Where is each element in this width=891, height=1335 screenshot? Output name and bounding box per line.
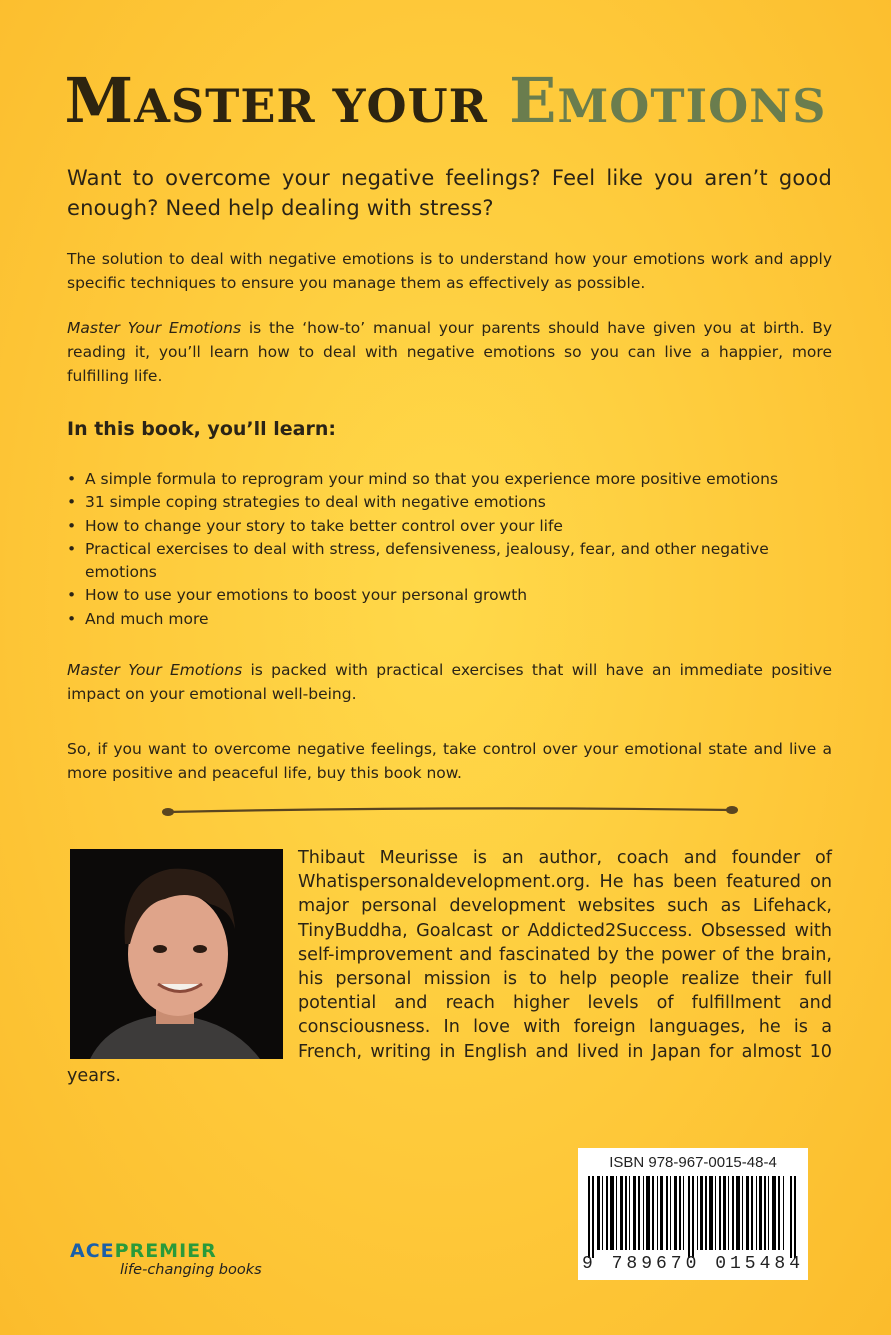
title-part-master-your: MASTER YOUR [64, 64, 488, 137]
isbn-barcode [578, 1148, 808, 1280]
call-to-action-paragraph: So, if you want to overcome negative feelings, take control over your emotional state and live a more positive and peaceful life, buy this book now. [67, 740, 832, 782]
intro-paragraph: The solution to deal with negative emotions is to understand how your emotions work and apply specific techniques to ensure you manage them as effectively as possible. [67, 250, 832, 292]
publisher-tagline: life-changing books [120, 1262, 262, 1278]
learn-heading: In this book, you’ll learn: [67, 418, 336, 440]
learn-list-item: • Practical exercises to deal with stress, defensiveness, jealousy, fear, and other negative emotions [67, 538, 832, 585]
publisher-logo [70, 1240, 310, 1284]
isbn-label: ISBN 978-967-0015-48-4 [609, 1154, 777, 1171]
book-title-italic: Master Your Emotions [67, 319, 242, 337]
learn-list-item: • And much more [67, 608, 832, 631]
learn-list-item: • 31 simple coping strategies to deal with negative emotions [67, 491, 832, 514]
learn-list-item: • How to change your story to take better control over your life [67, 515, 832, 538]
exercises-paragraph: Master Your Emotions is packed with practical exercises that will have an immediate positive impact on your emotional well-being. [67, 661, 832, 703]
learn-list [67, 468, 832, 631]
book-title [0, 64, 891, 137]
learn-list-item: • A simple formula to reprogram your mind so that you experience more positive emotions [67, 468, 832, 491]
barcode-bars [588, 1176, 798, 1258]
learn-list-item: • How to use your emotions to boost your personal growth [67, 584, 832, 607]
manual-paragraph: Master Your Emotions is the ‘how-to’ manual your parents should have given you at birth. By reading it, you’ll learn how to deal with negative emotions so you can live a happier, more fulfilling life. [67, 319, 833, 385]
author-bio: Thibaut Meurisse is an author, coach and founder of Whatispersonaldevelopment.org. He has been featured on major personal development websites such as Lifehack, TinyBuddha, Goalcast or Addicted2Success. Obsessed with self-improvement and fascinated by the power of the brain, his personal mission is to help people realize their full potential and reach higher levels of fulfillment and consciousness. In love with foreign languages, he is a French, writing in English and lived in Japan for almost 10 years. [67, 848, 832, 1086]
ornamental-divider [160, 802, 740, 822]
isbn-digits: 9 789670 015484 [581, 1254, 805, 1274]
lead-questions: Want to overcome your negative feelings? Feel like you aren’t good enough? Need help dealing with stress? [67, 166, 832, 220]
publisher-name: ACEPREMIER [70, 1240, 217, 1262]
title-part-emotions: EMOTIONS [509, 64, 827, 137]
book-title-italic: Master Your Emotions [67, 661, 243, 679]
